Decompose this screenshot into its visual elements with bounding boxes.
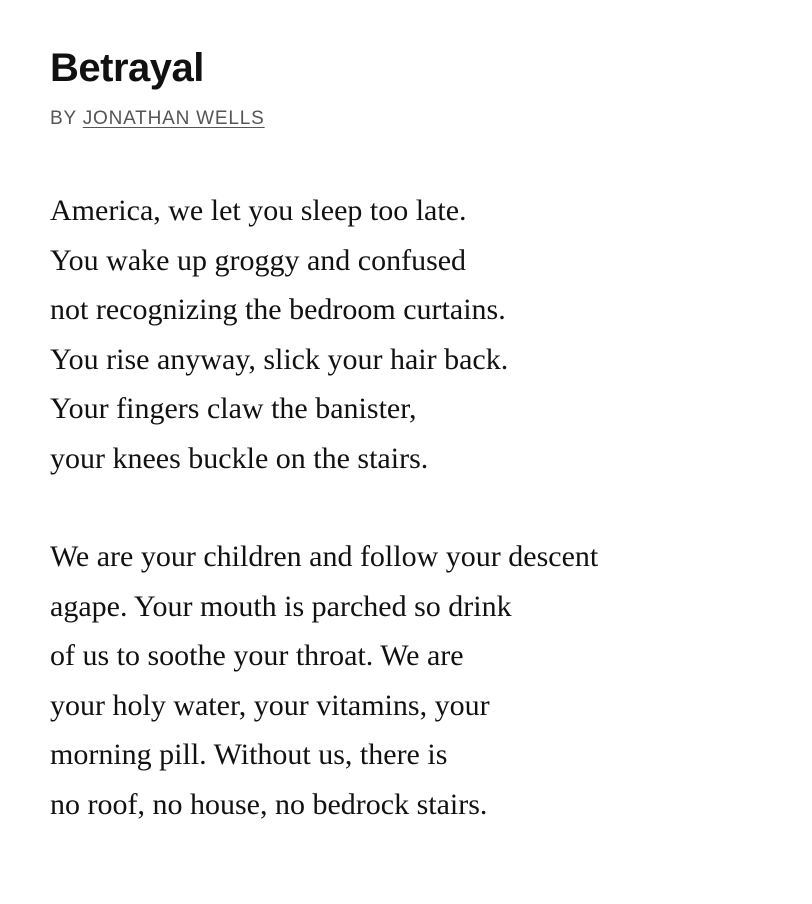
poem-line: You rise anyway, slick your hair back.	[50, 342, 509, 376]
stanza-2	[50, 532, 780, 829]
poem-line: Your fingers claw the banister,	[50, 392, 417, 425]
poem-line: of us to soothe your throat. We are	[50, 639, 464, 672]
poem-line: your knees buckle on the stairs.	[50, 441, 429, 475]
byline-prefix: BY	[50, 108, 77, 129]
poem-line: your holy water, your vitamins, your	[50, 688, 490, 722]
author-link[interactable]: JONATHAN WELLS	[82, 108, 265, 129]
poem-body	[50, 186, 780, 829]
poem-article	[50, 40, 780, 878]
poem-title: Betrayal	[50, 46, 204, 90]
poem-line: You wake up groggy and confused	[50, 243, 467, 277]
poem-line: America, we let you sleep too late.	[50, 194, 467, 227]
poem-line: agape. Your mouth is parched so drink	[50, 589, 512, 623]
poem-line: not recognizing the bedroom curtains.	[50, 293, 506, 326]
poem-line: no roof, no house, no bedrock stairs.	[50, 787, 488, 821]
poem-line: We are your children and follow your descent	[50, 540, 599, 573]
stanza-1	[50, 186, 780, 483]
poem-line: morning pill. Without us, there is	[50, 738, 448, 771]
byline	[50, 106, 780, 132]
